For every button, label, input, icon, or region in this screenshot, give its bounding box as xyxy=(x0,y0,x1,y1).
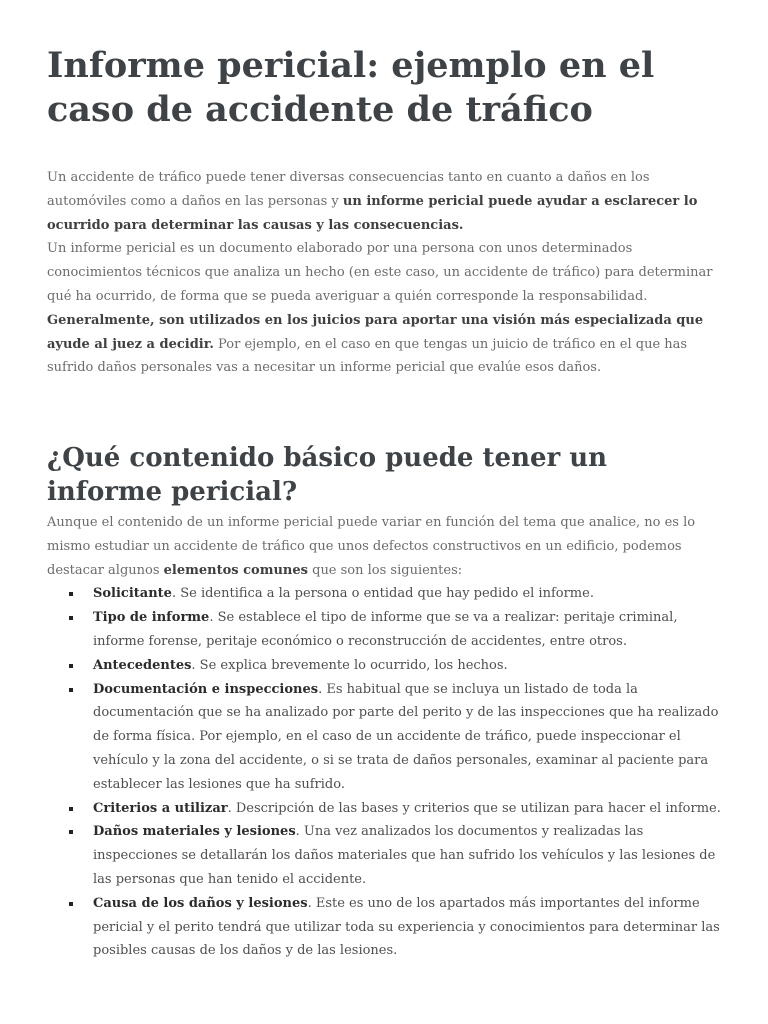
list-item-desc: . Se establece el tipo de informe que se va a realizar: peritaje criminal, informe forense, peritaje económico o reconstrucción de accidentes, entre otros. xyxy=(93,610,678,649)
list-item xyxy=(47,654,721,678)
list-item xyxy=(47,820,721,891)
list-item-term: Solicitante xyxy=(93,586,172,602)
intro-text xyxy=(47,166,727,380)
list-item-desc: . Este es uno de los apartados más importantes del informe pericial y el perito tendrá que utilizar toda su experiencia y conocimientos para determinar las posibles causas de los daños y de las lesiones. xyxy=(93,895,720,959)
list-item-term: Causa de los daños y lesiones xyxy=(93,895,308,911)
list-item-desc: . Una vez analizados los documentos y realizadas las inspecciones se detallarán los daños materiales que han sufrido los vehículos y las lesiones de las personas que han tenido el accidente. xyxy=(93,824,716,887)
list-item-desc: . Descripción de las bases y criterios que se utilizan para hacer el informe. xyxy=(227,800,721,816)
list-item-term: Antecedentes xyxy=(93,657,192,673)
list-item-term: Tipo de informe xyxy=(93,610,210,626)
list-item-term: Documentación e inspecciones xyxy=(93,681,319,697)
intro-paragraph-1 xyxy=(47,166,727,237)
intro-p1-text: Un accidente de tráfico puede tener diversas consecuencias tanto en cuanto a daños en los automóviles como a daños en las personas y xyxy=(47,170,650,209)
intro-p1-emphasis: un informe pericial puede ayudar a esclarecer lo ocurrido para determinar las causas y las consecuencias. xyxy=(47,193,698,233)
list-item xyxy=(47,892,721,963)
list-item-term: Daños materiales y lesiones xyxy=(93,824,296,840)
list-item xyxy=(47,582,721,606)
list-item-desc: . Es habitual que se incluya un listado de toda la documentación que se ha analizado por parte del perito y de las inspecciones que ha realizado de forma física. Por ejemplo, en el caso de un accidente de tráfico, puede inspeccionar el vehículo y la zona del accidente, o si se trata de daños personales, examinar al paciente para establecer las lesiones que ha sufrido. xyxy=(93,681,719,792)
list-item xyxy=(47,797,721,821)
list-item-desc: . Se explica brevemente lo ocurrido, los hechos. xyxy=(191,657,508,673)
page-title: Informe pericial: ejemplo en el caso de accidente de tráfico xyxy=(47,45,655,130)
intro-p3-emphasis: Generalmente, son utilizados en los juicios para aportar una visión más especializada que ayude al juez a decidir. xyxy=(47,312,704,352)
section-lead xyxy=(47,511,727,582)
intro-paragraph-2: Un informe pericial es un documento elaborado por una persona con unos determinados conocimientos técnicos que analiza un hecho (en este caso, un accidente de tráfico) para determinar qué ha ocurrido, de forma que se pueda averiguar a quién corresponde la responsabilidad. xyxy=(47,241,713,304)
list-item xyxy=(47,678,721,797)
intro-paragraph-3 xyxy=(47,309,727,380)
section-heading: ¿Qué contenido básico puede tener un informe pericial? xyxy=(47,443,608,507)
section-body xyxy=(47,511,727,963)
intro-p3-text: Por ejemplo, en el caso en que tengas un juicio de tráfico en el que has sufrido daños personales vas a necesitar un informe pericial que evalúe esos daños. xyxy=(47,336,688,376)
lead-text-a: Aunque el contenido de un informe pericial puede variar en función del tema que analice, no es lo mismo estudiar un accidente de tráfico que unos defectos constructivos en un edificio, podemos destacar algunos xyxy=(47,515,696,578)
lead-emphasis: elementos comunes xyxy=(163,562,308,578)
lead-text-c: que son los siguientes: xyxy=(307,562,463,578)
list-item-desc: . Se identifica a la persona o entidad que hay pedido el informe. xyxy=(171,586,594,602)
list-item-term: Criterios a utilizar xyxy=(93,800,228,816)
elements-list xyxy=(47,582,727,963)
list-item xyxy=(47,606,721,654)
